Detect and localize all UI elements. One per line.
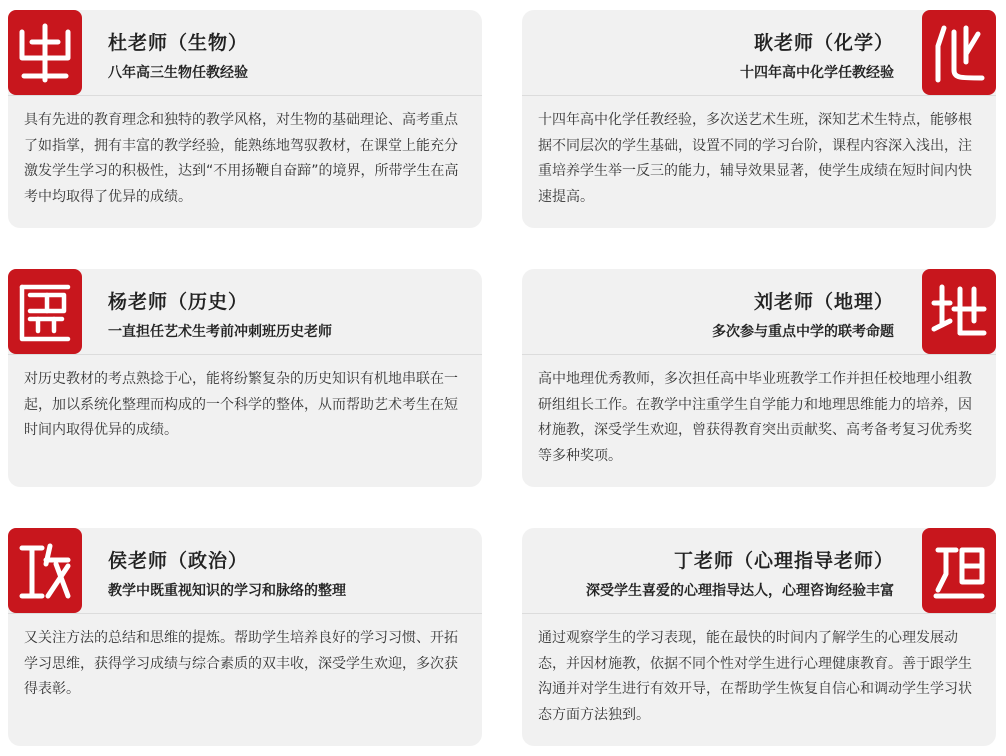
teacher-card-header (8, 528, 482, 614)
teacher-subtitle: 多次参与重点中学的联考命题 (712, 324, 894, 340)
teacher-subtitle: 十四年高中化学任教经验 (740, 65, 894, 81)
teacher-description: 十四年高中化学任教经验，多次送艺术生班，深知艺术生特点，能够根据不同层次的学生基础，设置不同的学习台阶，课程内容深入浅出，注重培养学生举一反三的能力，辅导效果显著，使学生成绩在短时间内快速提高。 (538, 112, 972, 205)
geography-seal-icon (922, 269, 996, 354)
teacher-card-psychology (522, 528, 996, 746)
teacher-subtitle: 深受学生喜爱的心理指导达人，心理咨询经验丰富 (586, 583, 894, 599)
teacher-name: 杜老师（生物） (108, 32, 249, 54)
politics-seal-icon (8, 528, 82, 613)
teacher-name: 刘老师（地理） (753, 291, 894, 313)
teacher-card-geography (522, 269, 996, 487)
teacher-subtitle: 一直担任艺术生考前冲刺班历史老师 (108, 324, 332, 340)
teacher-card-header (8, 269, 482, 355)
teacher-description: 又关注方法的总结和思维的提炼。帮助学生培养良好的学习习惯、开拓学习思维，获得学习成绩与综合素质的双丰收，深受学生欢迎，多次获得表彰。 (24, 630, 458, 697)
teacher-name: 耿老师（化学） (753, 32, 894, 54)
teacher-card-header (522, 10, 996, 96)
teacher-card-header (522, 528, 996, 614)
teacher-card-history (8, 269, 482, 487)
teacher-card-biology (8, 10, 482, 228)
teacher-description: 具有先进的教育理念和独特的教学风格，对生物的基础理论、高考重点了如指掌，拥有丰富的教学经验，能熟练地驾驭教材，在课堂上能充分激发学生学习的积极性，达到“不用扬鞭自奋蹄”的境界，所带学生在高考中均取得了优异的成绩。 (24, 112, 459, 205)
teacher-name: 杨老师（历史） (108, 291, 249, 313)
teacher-subtitle: 教学中既重视知识的学习和脉络的整理 (108, 583, 346, 599)
chemistry-seal-icon (922, 10, 996, 95)
teacher-card-politics (8, 528, 482, 746)
teacher-card-header (522, 269, 996, 355)
teacher-name: 丁老师（心理指导老师） (673, 550, 894, 572)
psychology-seal-icon (922, 528, 996, 613)
teacher-card-header (8, 10, 482, 96)
teacher-description: 通过观察学生的学习表现，能在最快的时间内了解学生的心理发展动态，并因材施教，依据不同个性对学生进行心理健康教育。善于跟学生沟通并对学生进行有效开导，在帮助学生恢复自信心和调动学生学习状态方面方法独到。 (538, 630, 972, 723)
history-seal-icon (8, 269, 82, 354)
teacher-name: 侯老师（政治） (108, 550, 249, 572)
teacher-description: 高中地理优秀教师，多次担任高中毕业班教学工作并担任校地理小组教研组组长工作。在教学中注重学生自学能力和地理思维能力的培养，因材施教，深受学生欢迎，曾获得教育突出贡献奖、高考备考复习优秀奖等多种奖项。 (538, 371, 972, 464)
biology-seal-icon (8, 10, 82, 95)
teacher-subtitle: 八年高三生物任教经验 (108, 65, 248, 81)
teacher-description: 对历史教材的考点熟捻于心，能将纷繁复杂的历史知识有机地串联在一起，加以系统化整理而构成的一个科学的整体，从而帮助艺术考生在短时间内取得优异的成绩。 (24, 371, 458, 438)
teacher-card-chemistry (522, 10, 996, 228)
